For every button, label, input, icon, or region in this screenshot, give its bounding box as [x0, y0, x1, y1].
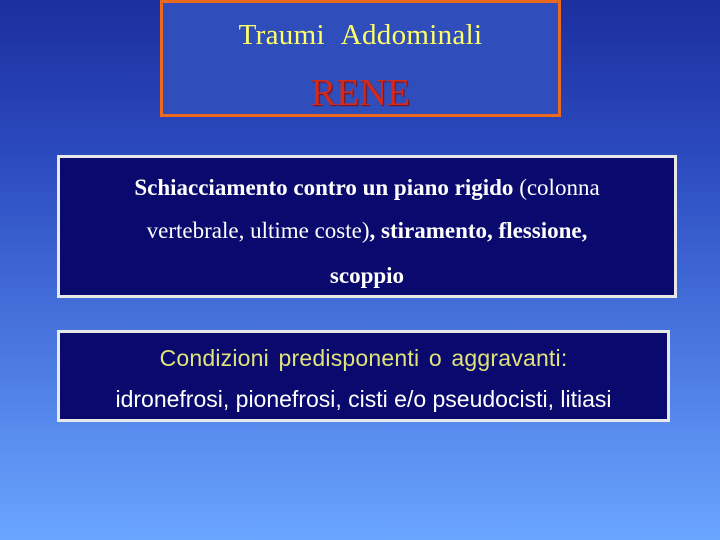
mechanism-line-1-normal: (colonna	[513, 175, 600, 200]
conditions-list: idronefrosi, pionefrosi, cisti e/o pseudocisti, litiasi	[115, 386, 612, 412]
slide-title: Traumi Addominali	[238, 19, 483, 51]
mechanism-line-2-normal: vertebrale, ultime coste)	[146, 218, 370, 243]
title-box	[160, 0, 561, 117]
mechanism-line-1	[60, 175, 674, 201]
mechanism-line-1-bold: Schiacciamento contro un piano rigido	[134, 175, 514, 200]
mechanism-line-2-bold: , stiramento, flessione,	[369, 218, 588, 243]
mechanism-box	[57, 155, 677, 298]
mechanism-line-3: scoppio	[329, 263, 405, 288]
conditions-box	[57, 330, 670, 422]
conditions-heading: Condizioni predisponenti o aggravanti:	[159, 345, 568, 371]
mechanism-line-2	[60, 218, 674, 244]
slide-subtitle: RENE	[310, 72, 411, 114]
